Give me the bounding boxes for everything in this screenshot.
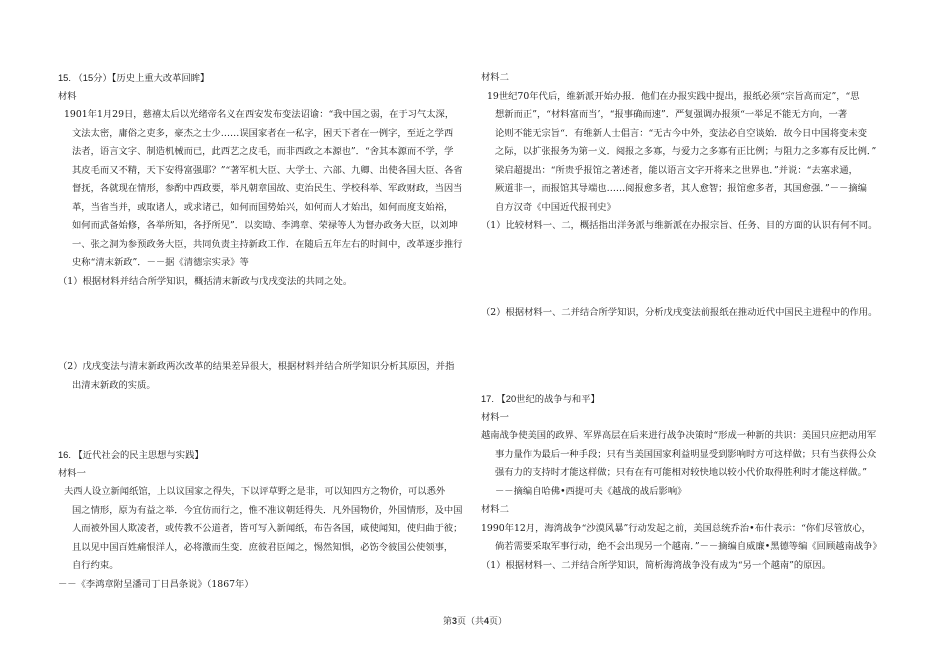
footer-text: 页） <box>489 617 508 627</box>
sub-question-2 <box>58 358 454 395</box>
text-line: 人而被外国人欺凌者，或传教不公道者，皆可写入新闻纸，布告各国，咸使闻知，使归曲于彼； <box>72 523 463 534</box>
material-label: 材料一 <box>58 467 86 479</box>
question-15 <box>58 69 463 291</box>
material-label: 材料一 <box>481 411 509 423</box>
sub-question-1: （1）根据材料并结合所学知识，概括清末新政与戊戌变法的共同之处。 <box>58 275 353 287</box>
material-source: －－《李鸿章附呈潘司丁日昌条说》（1867年） <box>58 578 254 590</box>
text-line: 如何而武备始修，各举所知，各抒所见”．以奕劻、李鸿章、荣禄等人为督办政务大臣，以刘坤 <box>72 220 458 231</box>
material-label: 材料二 <box>481 72 509 83</box>
material-label: 材料 <box>58 90 77 102</box>
question-16 <box>58 446 462 594</box>
sub-question-2 <box>481 304 877 323</box>
text-line: 1990年12月，海湾战争“沙漠风暴”行动发起之前，美国总统乔治•布什表示：“你们尽管放心， <box>481 522 871 534</box>
text-line: 史称“清末新政”．－－据《清德宗实录》等 <box>72 257 249 268</box>
text-line: 自方汉奇《中国近代报刊史》 <box>495 201 616 213</box>
text-line: （2）戊戌变法与清末新政两次改革的结果差异很大，根据材料并结合所学知识分析其原因，并指 <box>58 361 455 372</box>
text-line: 强有力的支持时才能这样做；只有在有可能相对较快地以较小代价取得胜利时才能这样做。” <box>495 467 867 478</box>
sub-question-1: （1）根据材料一、二并结合所学知识，简析海湾战争没有成为“另一个越南”的原因。 <box>481 559 832 571</box>
text-line: 一、张之洞为参预政务大臣，共同负责主持新政工作．在随后五年左右的时间中，改革逐步推行 <box>72 238 463 250</box>
text-line: 想新而正”，“材料富而当’，“报事确而速”．严复强调办报须“一举足不能无方向，一著 <box>495 109 848 120</box>
text-line: 梁启超提出：“所贵乎报馆之著述者，能以语言文字开将来之世界也．”并说：“去塞求通， <box>495 164 858 176</box>
text-line: 越南战争使美国的政界、军界高层在后来进行战争决策时“形成一种新的共识：美国只应把动用军 <box>481 430 877 441</box>
question-17 <box>481 390 882 575</box>
text-line: 国之情形，原为有益之举．今宜仿而行之，惟不准议朝廷得失．凡外国物价，外国情形，及中国 <box>72 504 463 516</box>
text-line: 督抚，各就现在情形，参酌中西政要，举凡朝章国故、吏治民生、学校科举、军政财政，当因当 <box>72 183 463 194</box>
text-line: 厥道非一，而报馆其导端也……阅报愈多者，其人愈智；报馆愈多者，其国愈强．”－－摘编 <box>495 183 867 194</box>
text-line: 事力量作为最后一种手段；只有当美国国家利益明显受到影响时方可这样做；只有当获得公众 <box>495 448 877 460</box>
footer-text: 第 <box>442 617 452 627</box>
material-label: 材料二 <box>481 504 509 515</box>
question-title: 16. 【近代社会的民主思想与实践】 <box>58 450 204 460</box>
text-line: 且以见中国百姓痛恨洋人，必将激而生变．庶彼君臣闻之，惕然知惧，必饬令彼国公使领事， <box>72 541 454 553</box>
text-line: 倘若需要采取军事行动，绝不会出现另一个越南．”－－摘编自威廉•黑德等编《回顾越南战争》 <box>495 541 882 552</box>
sub-question-1: （1）比较材料一、二，概括指出洋务派与维新派在办报宗旨、任务、目的方面的认识有何不同。 <box>481 220 878 231</box>
page-number: 3 <box>451 616 457 626</box>
text-line: 革，当省当并，或取诸人，或求诸己，如何而国势始兴，如何而人才始出，如何而度支始裕， <box>72 201 454 213</box>
text-line: 1901年1月29日，慈禧太后以光绪帝名义在西安发布变法诏谕：“我中国之弱，在于习气太深， <box>64 109 455 120</box>
total-pages: 4 <box>484 616 490 626</box>
text-line: 出清末新政的实质。 <box>72 379 156 391</box>
question-title: 15. （15分）【历史上重大改革回眸】 <box>58 73 210 83</box>
text-line: 自行约束。 <box>72 560 119 571</box>
text-line: 其皮毛而又不精，天下安得富强耶？”“著军机大臣、大学士、六部、九卿、出使各国大臣、各省 <box>72 164 463 176</box>
text-line: 法者，语言文字、制造机械而已，此西艺之皮毛，而非西政之本源也”．“舍其本源而不学，学 <box>72 146 454 157</box>
text-line: （2）根据材料一、二并结合所学知识，分析戊戌变法前报纸在推动近代中国民主进程中的作用。 <box>481 307 878 318</box>
page-footer <box>0 614 950 627</box>
text-line: 夫西人设立新闻纸馆，上以议国家之得失，下以评草野之是非，可以知四方之物价，可以悉外 <box>64 486 446 497</box>
text-line: 文法太密，庸俗之吏多，豪杰之士少……误国家者在一私字，困天下者在一例字，至近之学西 <box>72 127 454 139</box>
question-title: 17. 【20世纪的战争与和平】 <box>481 394 600 404</box>
material-text <box>58 106 463 273</box>
text-line: 19世纪70年代后，维新派开始办报．他们在办报实践中提出，报纸必须“宗旨高而定”，“思 <box>487 90 860 102</box>
footer-text: 页（共 <box>456 617 484 627</box>
text-line: 论则不能无宗旨“．有维新人士倡言：“无古今中外，变法必自空谈始．故今日中国将变未变 <box>495 127 868 139</box>
material-source: －－摘编自哈佛•西提可夫《越战的战后影响》 <box>495 485 687 497</box>
question-16-continued <box>481 69 877 236</box>
text-line: 之际，以扩张报务为第一义．阅报之多寡，与爱力之多寡有正比例；与阻力之多寡有反比例．” <box>495 146 877 157</box>
